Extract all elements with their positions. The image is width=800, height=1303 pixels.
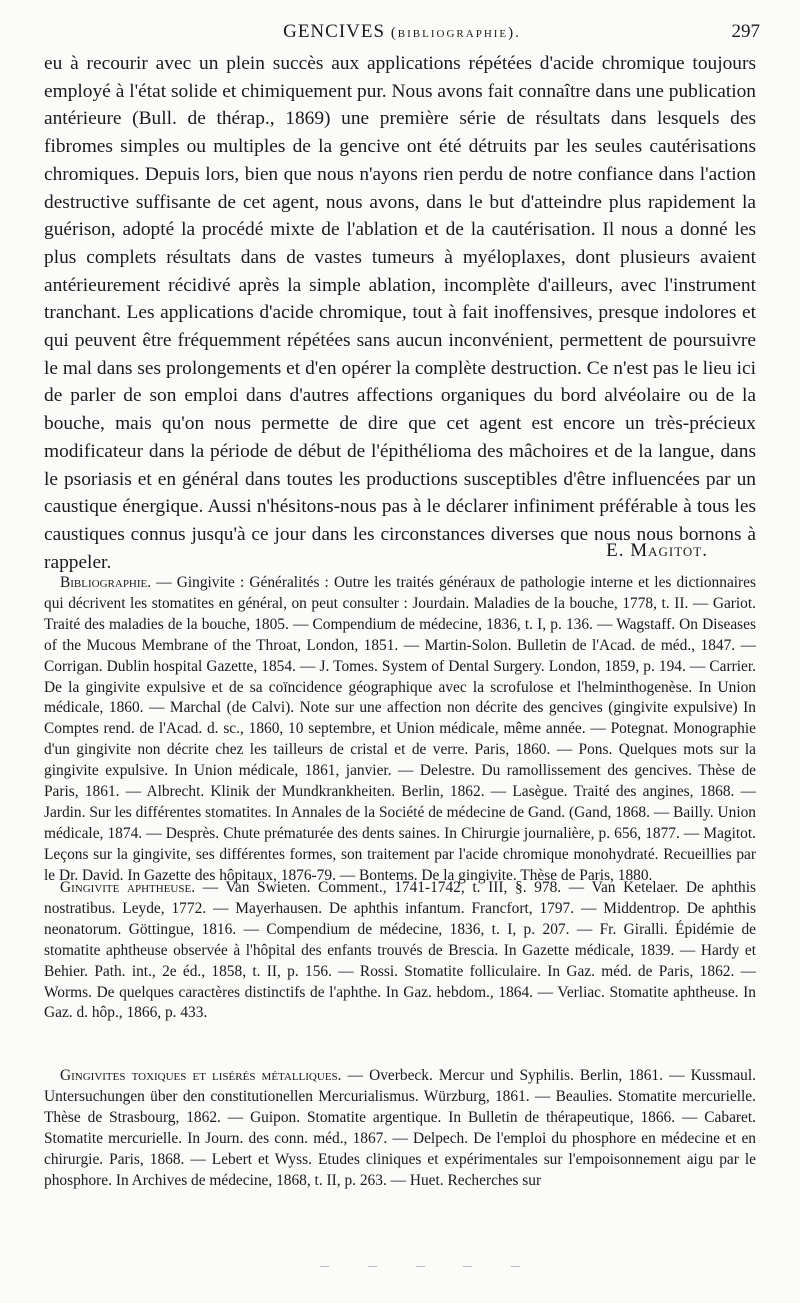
bibliography-entry — [44, 573, 756, 887]
bibliography-section-general — [44, 573, 756, 887]
bottom-scan-marks — [320, 1266, 520, 1276]
author-signature — [606, 540, 708, 562]
bibliography-heading: Bibliographie. — [60, 574, 152, 591]
bibliography-entry — [44, 1066, 756, 1191]
main-paragraph-text: eu à recourir avec un plein succès aux applications répétées d'acide chromique toujours employé à l'état solide et chimiquement pur. Nous avons fait connaître dans une publication antérieure (Bull. de thérap., 1869) une première série de résultats dans lesquels des fibromes simples ou multiples de la gencive ont été détruits par les seules cautérisations chromiques. Depuis lors, bien que nous n'ayons rien perdu de notre confiance dans l'action destructive suffisante de cet agent, nous avons, dans le but d'atteindre plus rapidement la guérison, adopté la procédé mixte de l'ablation et de la cautérisation. Il nous a donné les plus complets résultats dans de vastes tumeurs à myéloplaxes, dont plusieurs avaient antérieurement récidivé après la simple ablation, incomplète d'ailleurs, avec l'instrument tranchant. Les applications d'acide chromique, tout à fait inoffensives, presque indolores et qui peuvent être fréquemment répétées sans aucun inconvénient, permettent de poursuivre le mal dans ses prolongements et d'en opérer la complète destruction. Ce n'est pas le lieu ici de parler de son emploi dans d'autres affections organiques du bord alvéolaire ou de la bouche, mais qu'on nous permette de dire que cet agent est encore un très-précieux modificateur dans la période de début de l'épithélioma des mâchoires et de la langue, dans le psoriasis et en général dans toutes les productions susceptibles d'être influencées par un caustique énergique. Aussi n'hésitons-nous pas à le déclarer infiniment préférable à tous les caustiques connus jusqu'à ce jour dans les circonstances diverses que nous nous bornons à rappeler. — [44, 53, 756, 573]
bibliography-text: — Overbeck. Mercur und Syphilis. Berlin, 1861. — Kussmaul. Untersuchungen über den constitutionellen Mercurialismus. Würzburg, 1861. — Beaulies. Stomatite mercurielle. Thèse de Strasbourg, 1862. — Guipon. Stomatite argentique. In Bulletin de thérapeutique, 1866. — Cabaret. Stomatite mercurielle. In Journ. des conn. méd., 1867. — Delpech. De l'emploi du phosphore en médecine et en chirurgie. Paris, 1868. — Lebert et Wyss. Etudes cliniques et expérimentales sur l'empoisonnement aigu par le phosphore. In Archives de médecine, 1868, t. II, p. 263. — Huet. Recherches sur — [44, 1067, 756, 1189]
bibliography-text: — Van Swieten. Comment., 1741-1742, t. III, §. 978. — Van Ketelaer. De aphthis nostratibus. Leyde, 1772. — Mayerhausen. De aphthis infantum. Francfort, 1797. — Middentrop. De aphthis neonatorum. Göttingue, 1816. — Compendium de médecine, 1836, t. I, p. 207. — Fr. Giralli. Épidémie de stomatite aphtheuse observée à l'hôpital des enfants trouvés de Brescia. In Gazette médicale, 1839. — Hardy et Behier. Path. int., 2e éd., 1858, t. II, p. 156. — Rossi. Stomatite folliculaire. In Gaz. méd. de Paris, 1862. — Worms. De quelques caractères distinctifs de l'aphthe. In Gaz. hebdom., 1864. — Verliac. Stomatite aphtheuse. In Gaz. d. hôp., 1866, p. 433. — [44, 879, 756, 1022]
scan-mark — [511, 1266, 520, 1267]
author-name: E. Magitot. — [606, 540, 708, 561]
running-title-main: GENCIVES — [283, 21, 386, 42]
scan-mark — [463, 1266, 472, 1267]
page-number: 297 — [731, 21, 760, 42]
bibliography-section-aphtheuse — [44, 878, 756, 1024]
bibliography-section-toxiques — [44, 1066, 756, 1191]
bibliography-heading: Gingivites toxiques et lisérés métalliques. — [60, 1067, 342, 1084]
bibliography-text: — Gingivite : Généralités : Outre les traités généraux de pathologie interne et les dictionnaires qui décrivent les stomatites en général, on peut consulter : Jourdain. Maladies de la bouche, 1778, t. II. — Gariot. Traité des maladies de la bouche, 1805. — Compendium de médecine, 1836, t. I, p. 136. — Wagstaff. On Diseases of the Mucous Membrane of the Throat, London, 1851. — Martin-Solon. Bulletin de l'Acad. de méd., 1847. — Corrigan. Dublin hospital Gazette, 1854. — J. Tomes. System of Dental Surgery. London, 1859, p. 194. — Carrier. De la gingivite expulsive et de sa coïncidence géographique avec la scrofulose et l'helminthogenèse. In Union médicale, 1860. — Marchal (de Calvi). Note sur une affection non décrite des gencives (gingivite expulsive) In Comptes rend. de l'Acad. d. sc., 1860, 10 septembre, et Union médicale, même année. — Potegnat. Monographie d'un gingivite non décrite chez les tailleurs de cristal et de verre. Paris, 1860. — Pons. Quelques mots sur la gingivite expulsive. In Union médicale, 1861, janvier. — Delestre. Du ramollissement des gencives. Thèse de Paris, 1861. — Albrecht. Klinik der Mundkrankheiten. Berlin, 1862. — Lasègue. Traité des angines, 1868. — Jardin. Sur les différentes stomatites. In Annales de la Société de médecine de Gand. (Gand, 1868. — Bailly. Union médicale, 1874. — Desprès. Chute prématurée des dents saines. In Chirurgie journalière, p. 656, 1877. — Magitot. Leçons sur la gingivite, ses différentes formes, son traitement par l'acide chromique monohydraté. Recueillies par le Dr. David. In Gazette des hôpitaux, 1876-79. — Bontems. De la gingivite. Thèse de Paris, 1880. — [44, 574, 756, 884]
running-header — [44, 18, 760, 46]
bibliography-entry — [44, 878, 756, 1024]
running-title — [44, 18, 760, 47]
scan-mark — [320, 1266, 329, 1267]
scan-mark — [368, 1266, 377, 1267]
bibliography-heading: Gingivite aphtheuse. — [60, 879, 196, 896]
running-title-sub: (bibliographie). — [390, 25, 521, 41]
scan-mark — [416, 1266, 425, 1267]
main-paragraph — [44, 50, 756, 576]
